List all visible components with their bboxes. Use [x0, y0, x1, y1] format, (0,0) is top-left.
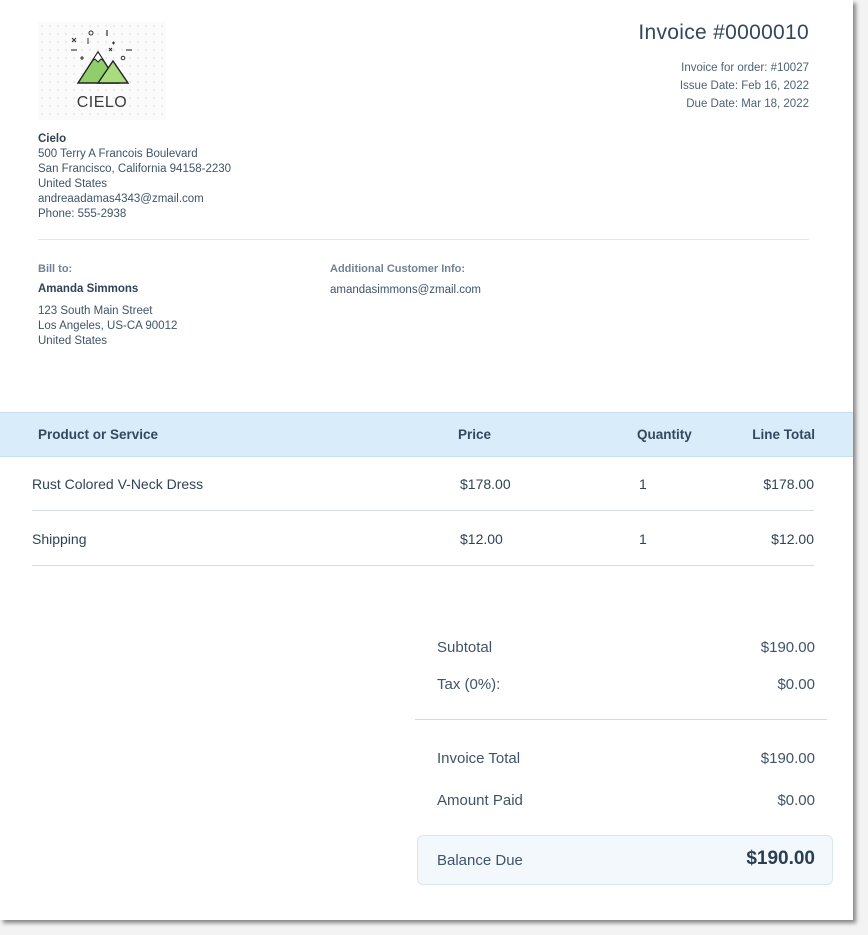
row-price: $178.00 [460, 476, 511, 492]
items-table-header [0, 412, 853, 457]
row-quantity: 1 [639, 476, 647, 492]
seller-country: United States [38, 178, 108, 190]
tax-value: $0.00 [777, 676, 815, 693]
company-logo [38, 22, 166, 120]
header-product: Product or Service [38, 427, 159, 442]
order-reference: Invoice for order: #10027 [681, 62, 809, 74]
mountain-logo-icon [68, 28, 136, 92]
table-row [32, 456, 814, 511]
balance-due-value: $190.00 [746, 848, 815, 869]
subtotal-label: Subtotal [437, 639, 493, 656]
invoice-number-title: Invoice #0000010 [638, 21, 809, 44]
issue-date: Issue Date: Feb 16, 2022 [679, 80, 809, 92]
header-divider [38, 239, 809, 240]
table-row [32, 511, 814, 566]
invoice-meta [680, 59, 809, 113]
amount-paid-label: Amount Paid [437, 792, 523, 809]
subtotal-value: $190.00 [760, 639, 815, 656]
row-price: $12.00 [460, 531, 503, 547]
customer-country: United States [38, 335, 108, 347]
row-line-total: $178.00 [763, 476, 814, 492]
invoice-total-value: $190.00 [760, 750, 815, 767]
row-line-total: $12.00 [771, 531, 814, 547]
seller-info [38, 132, 231, 222]
seller-address-line-1: 500 Terry A Francois Boulevard [38, 148, 198, 160]
customer-address-line-1: 123 South Main Street [38, 305, 153, 317]
header-price: Price [458, 427, 492, 442]
customer-email: amandasimmons@zmail.com [330, 284, 481, 296]
amount-paid-value: $0.00 [777, 792, 815, 809]
logo-wordmark: CIELO [76, 94, 128, 111]
row-product: Shipping [32, 531, 87, 547]
invoice-total-label: Invoice Total [437, 750, 521, 767]
row-product: Rust Colored V-Neck Dress [32, 476, 204, 492]
seller-address-line-2: San Francisco, California 94158-2230 [38, 163, 232, 175]
customer-name: Amanda Simmons [38, 283, 139, 295]
row-quantity: 1 [639, 531, 647, 547]
seller-name: Cielo [38, 133, 67, 145]
customer-address [38, 304, 177, 349]
balance-due-label: Balance Due [437, 852, 523, 869]
due-date: Due Date: Mar 18, 2022 [686, 98, 809, 110]
seller-email: andreaadamas4343@zmail.com [38, 193, 204, 205]
totals-divider [415, 719, 827, 720]
balance-due-box [417, 835, 833, 885]
additional-info-label: Additional Customer Info: [330, 263, 466, 275]
seller-phone: Phone: 555-2938 [38, 208, 127, 220]
tax-label: Tax (0%): [437, 676, 501, 693]
header-quantity: Quantity [637, 427, 692, 442]
header-line-total: Line Total [752, 427, 815, 442]
customer-address-line-2: Los Angeles, US-CA 90012 [38, 320, 178, 332]
bill-to-label: Bill to: [38, 263, 73, 275]
